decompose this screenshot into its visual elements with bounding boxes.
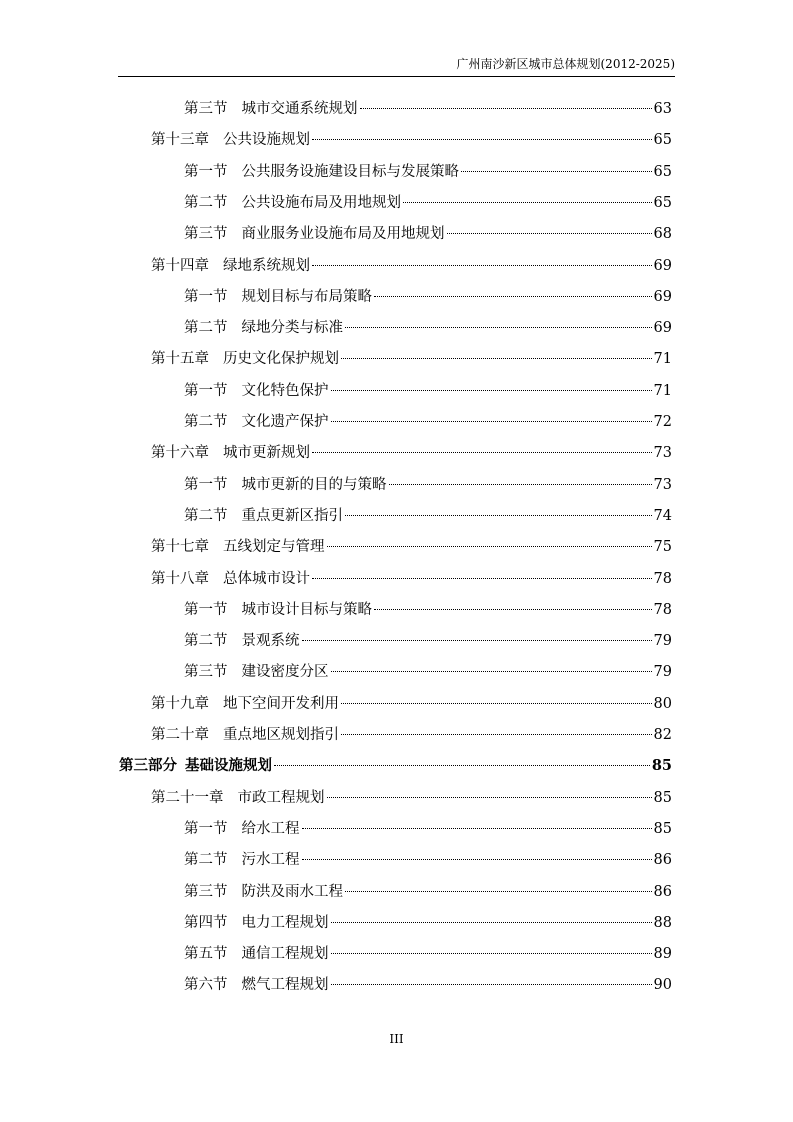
toc-dot-leader bbox=[331, 984, 652, 985]
toc-entry-page: 79 bbox=[653, 633, 672, 650]
toc-entry-chapter[interactable] bbox=[151, 722, 672, 748]
toc-dot-leader bbox=[341, 734, 652, 735]
toc-entry-title: 城市交通系统规划 bbox=[241, 101, 358, 117]
toc-entry-number: 第二节 bbox=[184, 320, 228, 337]
toc-entry-title: 城市更新的目的与策略 bbox=[241, 476, 387, 493]
toc-entry-number: 第十七章 bbox=[151, 539, 209, 556]
footer-page-number: III bbox=[389, 1032, 404, 1046]
toc-dot-leader bbox=[341, 703, 652, 704]
toc-entry-title: 通信工程规划 bbox=[241, 946, 329, 963]
toc-entry-title: 污水工程 bbox=[241, 852, 300, 869]
toc-entry-number: 第三节 bbox=[184, 883, 228, 900]
page-footer bbox=[0, 1032, 793, 1046]
toc-dot-leader bbox=[389, 484, 652, 485]
toc-entry-section[interactable] bbox=[184, 284, 672, 310]
toc-entry-title: 防洪及雨水工程 bbox=[241, 883, 343, 900]
toc-entry-title: 总体城市设计 bbox=[223, 570, 310, 587]
toc-entry-section[interactable] bbox=[184, 409, 672, 435]
toc-entry-section[interactable] bbox=[184, 628, 672, 654]
toc-dot-leader bbox=[302, 640, 652, 641]
toc-dot-leader bbox=[374, 296, 652, 297]
toc-entry-section[interactable] bbox=[184, 879, 672, 905]
toc-dot-leader bbox=[331, 390, 652, 391]
toc-entry-chapter[interactable] bbox=[151, 785, 672, 811]
toc-dot-leader bbox=[360, 108, 652, 109]
toc-entry-page: 74 bbox=[653, 507, 672, 524]
toc-dot-leader bbox=[302, 828, 652, 829]
toc-entry-section[interactable] bbox=[184, 816, 672, 842]
toc-entry-title: 绿地系统规划 bbox=[223, 257, 310, 274]
toc-dot-leader bbox=[274, 765, 650, 766]
toc-entry-section[interactable] bbox=[184, 221, 672, 247]
toc-entry-title: 公共服务设施建设目标与发展策略 bbox=[241, 163, 459, 180]
toc-entry-page: 78 bbox=[653, 601, 672, 618]
toc-entry-title: 给水工程 bbox=[241, 820, 300, 837]
toc-entry-section[interactable] bbox=[184, 190, 672, 216]
toc-entry-number: 第四节 bbox=[184, 914, 228, 931]
toc-entry-page: 65 bbox=[653, 163, 672, 180]
toc-entry-section[interactable] bbox=[184, 472, 672, 498]
toc-entry-page: 65 bbox=[653, 194, 672, 211]
toc-entry-number: 第一节 bbox=[184, 820, 228, 837]
toc-entry-number: 第一节 bbox=[184, 163, 228, 180]
toc-dot-leader bbox=[302, 859, 652, 860]
toc-entry-number: 第六节 bbox=[184, 977, 228, 994]
toc-entry-chapter[interactable] bbox=[151, 346, 672, 372]
toc-entry-chapter[interactable] bbox=[151, 127, 672, 153]
toc-entry-page: 69 bbox=[653, 257, 672, 274]
toc-entry-page: 79 bbox=[653, 664, 672, 681]
toc-entry-title: 建设密度分区 bbox=[241, 664, 329, 681]
toc-dot-leader bbox=[327, 546, 652, 547]
toc-entry-page: 90 bbox=[653, 977, 672, 994]
toc-entry-page: 85 bbox=[653, 789, 672, 806]
header-title: 广州南沙新区城市总体规划(2012-2025) bbox=[456, 57, 675, 71]
toc-dot-leader bbox=[312, 265, 652, 266]
toc-entry-number: 第三节 bbox=[184, 664, 228, 681]
toc-entry-title: 五线划定与管理 bbox=[223, 539, 325, 556]
toc-entry-page: 68 bbox=[653, 226, 672, 243]
toc-dot-leader bbox=[341, 358, 652, 359]
toc-dot-leader bbox=[312, 139, 652, 140]
toc-entry-number: 第二节 bbox=[184, 414, 228, 430]
toc-entry-page: 78 bbox=[653, 570, 672, 587]
toc-entry-number: 第五节 bbox=[184, 946, 228, 963]
toc-entry-title: 商业服务业设施布局及用地规划 bbox=[241, 226, 445, 243]
toc-entry-section[interactable] bbox=[184, 910, 672, 936]
toc-entry-page: 72 bbox=[653, 414, 672, 430]
toc-entry-title: 城市设计目标与策略 bbox=[241, 601, 372, 618]
toc-dot-leader bbox=[331, 953, 652, 954]
toc-entry-section[interactable] bbox=[184, 159, 672, 185]
toc-entry-section[interactable] bbox=[184, 503, 672, 529]
toc-dot-leader bbox=[331, 922, 652, 923]
toc-entry-title: 景观系统 bbox=[241, 633, 300, 650]
toc-dot-leader bbox=[345, 891, 652, 892]
toc-entry-number: 第二节 bbox=[184, 194, 228, 211]
toc-dot-leader bbox=[312, 578, 652, 579]
toc-dot-leader bbox=[461, 171, 652, 172]
toc-entry-page: 69 bbox=[653, 288, 672, 305]
toc-entry-section[interactable] bbox=[184, 597, 672, 623]
toc-entry-number: 第二节 bbox=[184, 633, 228, 650]
toc-dot-leader bbox=[447, 233, 652, 234]
toc-entry-chapter[interactable] bbox=[151, 691, 672, 717]
toc-entry-page: 82 bbox=[653, 727, 672, 743]
toc-entry-title: 绿地分类与标准 bbox=[241, 320, 343, 337]
toc-entry-chapter[interactable] bbox=[151, 534, 672, 560]
toc-dot-leader bbox=[374, 609, 652, 610]
toc-entry-title: 历史文化保护规划 bbox=[223, 351, 339, 368]
toc-entry-number: 第十九章 bbox=[151, 695, 209, 712]
toc-entry-page: 86 bbox=[653, 852, 672, 869]
toc-dot-leader bbox=[327, 797, 652, 798]
toc-entry-title: 重点更新区指引 bbox=[241, 507, 343, 524]
toc-entry-number: 第二十一章 bbox=[151, 789, 224, 806]
toc-entry-page: 89 bbox=[653, 946, 672, 963]
toc-entry-number: 第一节 bbox=[184, 601, 228, 618]
toc-entry-section[interactable] bbox=[184, 659, 672, 685]
toc-entry-title: 文化遗产保护 bbox=[241, 414, 329, 430]
toc-entry-page: 73 bbox=[653, 445, 672, 462]
toc-entry-section[interactable] bbox=[184, 96, 672, 122]
toc-dot-leader bbox=[403, 202, 652, 203]
toc-entry-page: 63 bbox=[653, 101, 672, 117]
toc-entry-title: 基础设施规划 bbox=[185, 757, 272, 775]
toc-entry-title: 电力工程规划 bbox=[241, 914, 329, 931]
toc-entry-number: 第一节 bbox=[184, 288, 228, 305]
toc-entry-page: 71 bbox=[653, 382, 672, 399]
toc-entry-number: 第十四章 bbox=[151, 257, 209, 274]
toc-entry-number: 第二节 bbox=[184, 852, 228, 869]
toc-entry-page: 86 bbox=[653, 883, 672, 900]
toc-entry-page: 71 bbox=[653, 351, 672, 368]
toc-entry-chapter[interactable] bbox=[151, 253, 672, 279]
toc-dot-leader bbox=[331, 421, 652, 422]
page-header bbox=[118, 54, 675, 77]
toc-entry-title: 市政工程规划 bbox=[237, 789, 325, 806]
toc-entry-title: 城市更新规划 bbox=[223, 445, 310, 462]
toc-dot-leader bbox=[345, 515, 652, 516]
toc-entry-page: 73 bbox=[653, 476, 672, 493]
toc-entry-chapter[interactable] bbox=[151, 440, 672, 466]
toc-entry-number: 第三节 bbox=[184, 226, 228, 243]
toc-entry-number: 第二十章 bbox=[151, 727, 209, 743]
toc-entry-number: 第十三章 bbox=[151, 132, 209, 149]
toc-entry-number: 第一节 bbox=[184, 382, 228, 399]
toc-entry-title: 重点地区规划指引 bbox=[223, 727, 339, 743]
toc-entry-title: 文化特色保护 bbox=[241, 382, 329, 399]
toc-entry-chapter[interactable] bbox=[151, 566, 672, 592]
toc-dot-leader bbox=[331, 671, 652, 672]
toc-entry-number: 第十六章 bbox=[151, 445, 209, 462]
toc-entry-page: 75 bbox=[653, 539, 672, 556]
toc-entry-number: 第十八章 bbox=[151, 570, 209, 587]
toc-entry-section[interactable] bbox=[184, 941, 672, 967]
toc-dot-leader bbox=[312, 452, 652, 453]
toc-entry-section[interactable] bbox=[184, 378, 672, 404]
toc-entry-page: 85 bbox=[653, 820, 672, 837]
toc-entry-number: 第十五章 bbox=[151, 351, 209, 368]
toc-entry-part[interactable] bbox=[119, 753, 672, 779]
toc-entry-number: 第二节 bbox=[184, 507, 228, 524]
toc-dot-leader bbox=[345, 327, 652, 328]
toc-entry-number: 第三部分 bbox=[119, 757, 177, 775]
toc-entry-title: 燃气工程规划 bbox=[241, 977, 329, 994]
toc-entry-title: 公共设施布局及用地规划 bbox=[241, 194, 401, 211]
toc-entry-page: 88 bbox=[653, 914, 672, 931]
toc-entry-section[interactable] bbox=[184, 847, 672, 873]
toc-entry-title: 地下空间开发利用 bbox=[223, 695, 339, 712]
toc-entry-number: 第三节 bbox=[184, 101, 228, 117]
toc-entry-title: 公共设施规划 bbox=[223, 132, 310, 149]
toc-entry-title: 规划目标与布局策略 bbox=[241, 288, 372, 305]
toc-entry-section[interactable] bbox=[184, 315, 672, 341]
toc-entry-page: 65 bbox=[653, 132, 672, 149]
toc-entry-page: 85 bbox=[651, 757, 672, 775]
toc-entry-section[interactable] bbox=[184, 972, 672, 998]
toc-entry-number: 第一节 bbox=[184, 476, 228, 493]
toc-entry-page: 69 bbox=[653, 320, 672, 337]
toc-entry-page: 80 bbox=[653, 695, 672, 712]
